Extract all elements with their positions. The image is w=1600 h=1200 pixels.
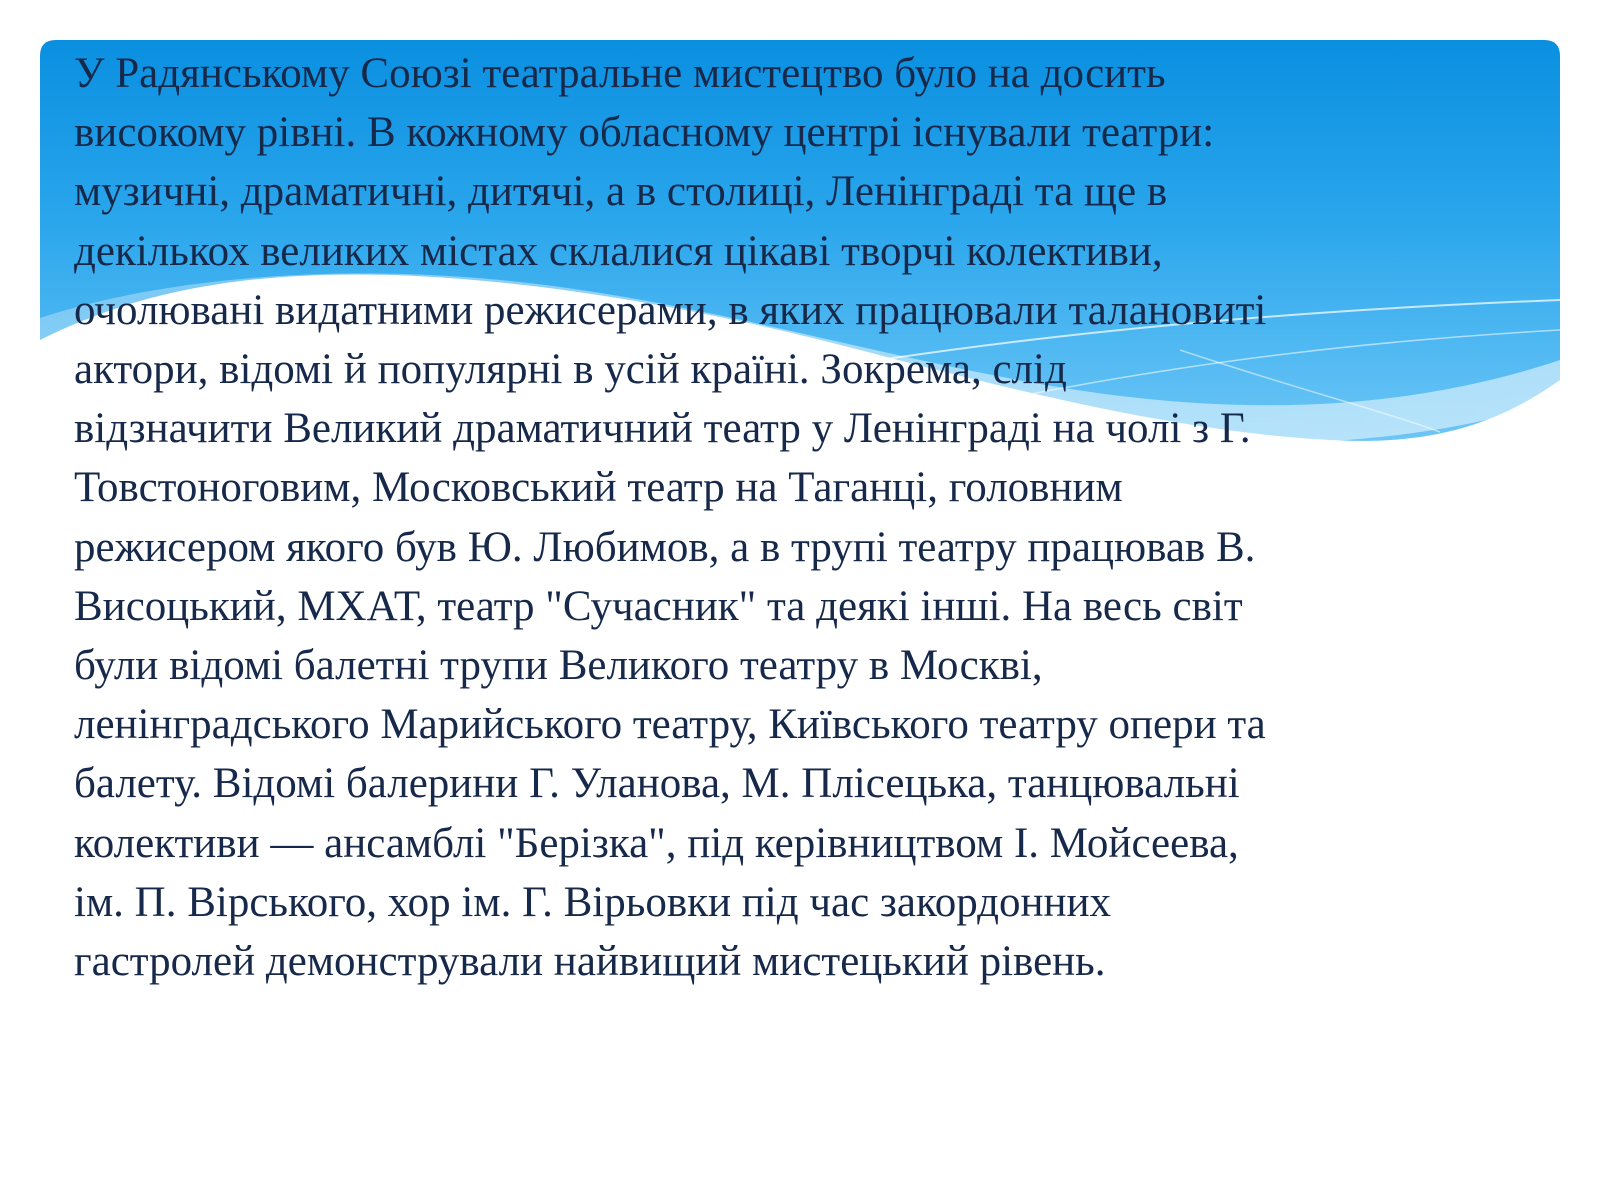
text-line: балету. Відомі балерини Г. Уланова, М. Плісецька, танцювальні	[74, 760, 1240, 808]
text-line: гастролей демонстрували найвищий мистецький рівень.	[74, 938, 1106, 986]
text-line: очолювані видатними режисерами, в яких працювали талановиті	[74, 286, 1267, 334]
text-line: високому рівні. В кожному обласному центрі існували театри:	[74, 109, 1215, 157]
text-line: ленінградського Марийського театру, Київського театру опери та	[74, 701, 1266, 749]
text-line: актори, відомі й популярні в усій країні. Зокрема, слід	[74, 346, 1067, 394]
text-line: Висоцький, МХАТ, театр "Сучасник" та деякі інші. На весь світ	[74, 582, 1243, 630]
text-line: У Радянському Союзі театральне мистецтво було на досить	[74, 50, 1166, 97]
text-line: декількох великих містах склалися цікаві творчі колективи,	[74, 227, 1163, 275]
text-line: колективи — ансамблі "Берізка", під керівництвом І. Мойсеева,	[74, 819, 1239, 867]
text-line: ім. П. Вірського, хор ім. Г. Вірьовки під час закордонних	[74, 878, 1112, 926]
slide-body-text	[74, 44, 1534, 991]
text-line: були відомі балетні трупи Великого театру в Москві,	[74, 642, 1043, 690]
text-line: відзначити Великий драматичний театр у Ленінграді на чолі з Г.	[74, 405, 1251, 453]
text-line: режисером якого був Ю. Любимов, а в трупі театру працював В.	[74, 523, 1256, 571]
text-line: Товстоноговим, Московський театр на Таганці, головним	[74, 464, 1123, 512]
text-line: музичні, драматичні, дитячі, а в столиці, Ленінграді та ще в	[74, 168, 1168, 216]
